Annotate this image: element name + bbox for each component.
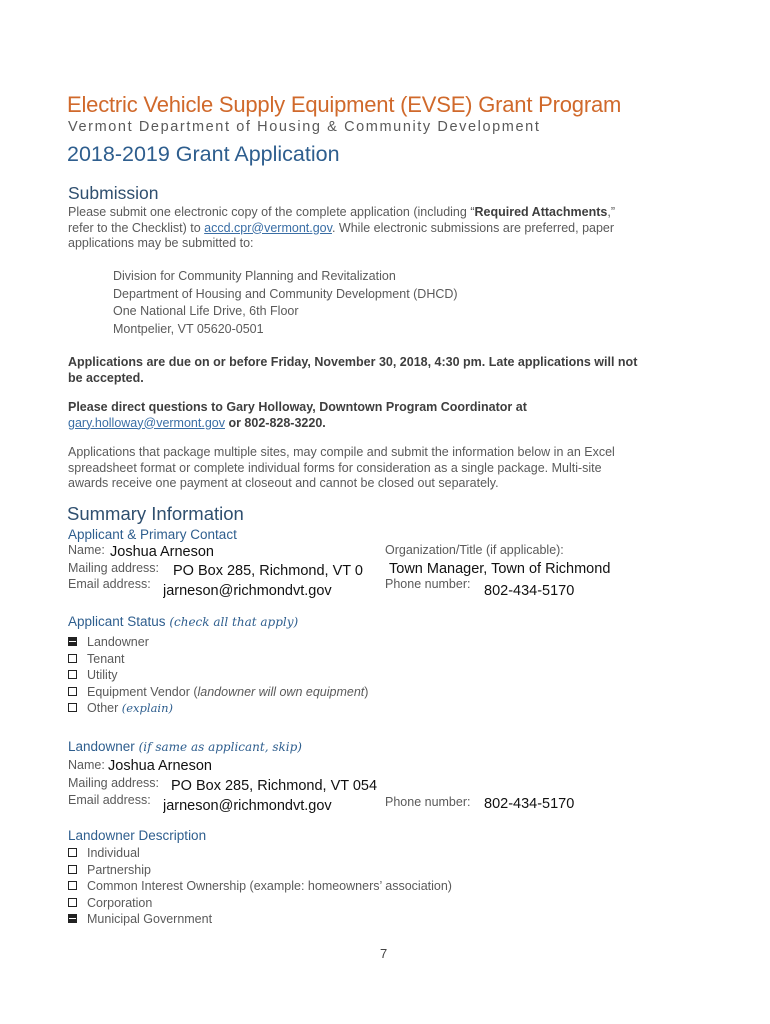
summary-heading: Summary Information	[67, 503, 244, 524]
program-title: Electric Vehicle Supply Equipment (EVSE) Grant Program	[67, 92, 622, 117]
applicant-mailing-field[interactable]: PO Box 285, Richmond, VT 0	[173, 563, 363, 579]
description-option-corporation[interactable]	[68, 895, 452, 912]
status-option-equipment-vendor[interactable]	[68, 684, 368, 701]
option-label: )	[364, 684, 369, 699]
option-label: Municipal Government	[87, 912, 213, 926]
description-option-partnership[interactable]	[68, 862, 452, 879]
applicant-email-field[interactable]: jarneson@richmondvt.gov	[163, 583, 332, 599]
landowner-email-field[interactable]: jarneson@richmondvt.gov	[163, 798, 332, 814]
checkbox-unchecked[interactable]	[68, 703, 77, 712]
multi-site-text: awards receive one payment at closeout and cannot be closed out separately.	[68, 476, 499, 490]
organization-label: Organization/Title (if applicable):	[385, 543, 564, 557]
landowner-name-label: Name:	[68, 758, 105, 772]
organization-field[interactable]: Town Manager, Town of Richmond	[389, 561, 611, 577]
questions-text: Please direct questions to Gary Holloway, Downtown Program Coordinator at	[68, 400, 527, 414]
contact-heading: Applicant & Primary Contact	[68, 527, 237, 542]
landowner-phone-label: Phone number:	[385, 795, 471, 809]
instructions-text: refer to the Checklist) to	[68, 220, 205, 235]
landowner-heading	[68, 739, 302, 754]
instructions-text: ,”	[607, 205, 616, 219]
option-label: Landowner	[87, 635, 149, 649]
checkbox-checked[interactable]	[68, 637, 77, 646]
description-option-individual[interactable]	[68, 845, 452, 862]
applicant-status-title: Applicant Status	[68, 614, 166, 629]
option-label: Individual	[87, 846, 140, 860]
status-option-tenant[interactable]	[68, 651, 368, 668]
applicant-phone-field[interactable]: 802-434-5170	[484, 583, 575, 599]
status-option-landowner[interactable]	[68, 634, 368, 651]
submission-email-link[interactable]: accd.cpr@vermont.gov	[204, 220, 332, 235]
landowner-phone-field[interactable]: 802-434-5170	[484, 796, 575, 812]
description-option-municipal-government[interactable]	[68, 911, 452, 928]
applicant-status-note: (check all that apply)	[169, 615, 299, 629]
address-line: Division for Community Planning and Revitalization	[113, 269, 396, 283]
application-title: 2018-2019 Grant Application	[67, 142, 340, 166]
questions-email-link[interactable]: gary.holloway@vermont.gov	[68, 415, 225, 430]
status-option-utility[interactable]	[68, 667, 368, 684]
landowner-mailing-field[interactable]: PO Box 285, Richmond, VT 054	[171, 778, 378, 794]
option-label: Common Interest Ownership (example: homeowners’ association)	[87, 879, 452, 893]
checkbox-unchecked[interactable]	[68, 687, 77, 696]
checkbox-unchecked[interactable]	[68, 881, 77, 890]
instructions-text: applications may be submitted to:	[68, 236, 254, 250]
multi-site-note	[68, 445, 615, 492]
option-label-italic: landowner will own equipment	[197, 684, 365, 699]
mailing-address-label: Mailing address:	[68, 561, 160, 575]
department-name: Vermont Department of Housing & Community Development	[68, 119, 541, 135]
landowner-description-heading: Landowner Description	[68, 828, 207, 843]
option-label: Utility	[87, 668, 118, 682]
checkbox-unchecked[interactable]	[68, 898, 77, 907]
option-label: Partnership	[87, 862, 151, 877]
address-line: Department of Housing and Community Development (DHCD)	[113, 286, 458, 301]
deadline-text: be accepted.	[68, 370, 144, 385]
name-label: Name:	[68, 543, 105, 557]
multi-site-text: Applications that package multiple sites, may compile and submit the information below in an Excel	[68, 445, 615, 459]
submission-instructions	[68, 205, 615, 252]
required-attachments-text: Required Attachments	[474, 205, 608, 219]
landowner-description-options	[68, 845, 452, 928]
mailing-address-block	[113, 268, 458, 338]
deadline-notice	[68, 355, 637, 386]
option-label: Tenant	[87, 651, 125, 666]
checkbox-unchecked[interactable]	[68, 670, 77, 679]
option-label: Corporation	[87, 895, 153, 910]
option-note: (explain)	[121, 701, 173, 715]
checkbox-checked[interactable]	[68, 914, 77, 923]
page-number: 7	[380, 946, 388, 961]
landowner-title: Landowner	[68, 739, 135, 754]
landowner-name-field[interactable]: Joshua Arneson	[108, 758, 212, 774]
landowner-note: (if same as applicant, skip)	[138, 740, 302, 754]
landowner-email-label: Email address:	[68, 793, 151, 807]
landowner-mailing-label: Mailing address:	[68, 776, 160, 790]
questions-contact	[68, 400, 527, 431]
email-label: Email address:	[68, 577, 151, 591]
checkbox-unchecked[interactable]	[68, 654, 77, 663]
address-line: One National Life Drive, 6th Floor	[113, 304, 299, 318]
submission-heading: Submission	[68, 183, 159, 203]
status-option-other[interactable]	[68, 700, 368, 717]
questions-phone: or 802-828-3220.	[224, 415, 326, 430]
instructions-text: Please submit one electronic copy of the complete application (including “	[68, 205, 475, 219]
address-line: Montpelier, VT 05620-0501	[113, 321, 264, 336]
deadline-text: Applications are due on or before Friday, November 30, 2018, 4:30 pm. Late applications will not	[68, 355, 638, 369]
applicant-name-field[interactable]: Joshua Arneson	[110, 544, 214, 560]
instructions-text: . While electronic submissions are preferred, paper	[331, 220, 615, 235]
multi-site-text: spreadsheet format or complete individual forms for consideration as a single package. Multi-site	[68, 460, 602, 475]
option-label: Equipment Vendor (	[87, 684, 198, 699]
applicant-status-options	[68, 634, 368, 717]
checkbox-unchecked[interactable]	[68, 848, 77, 857]
phone-label: Phone number:	[385, 577, 471, 591]
option-label: Other	[87, 701, 119, 715]
description-option-common-interest[interactable]	[68, 878, 452, 895]
applicant-status-heading	[68, 614, 298, 629]
checkbox-unchecked[interactable]	[68, 865, 77, 874]
